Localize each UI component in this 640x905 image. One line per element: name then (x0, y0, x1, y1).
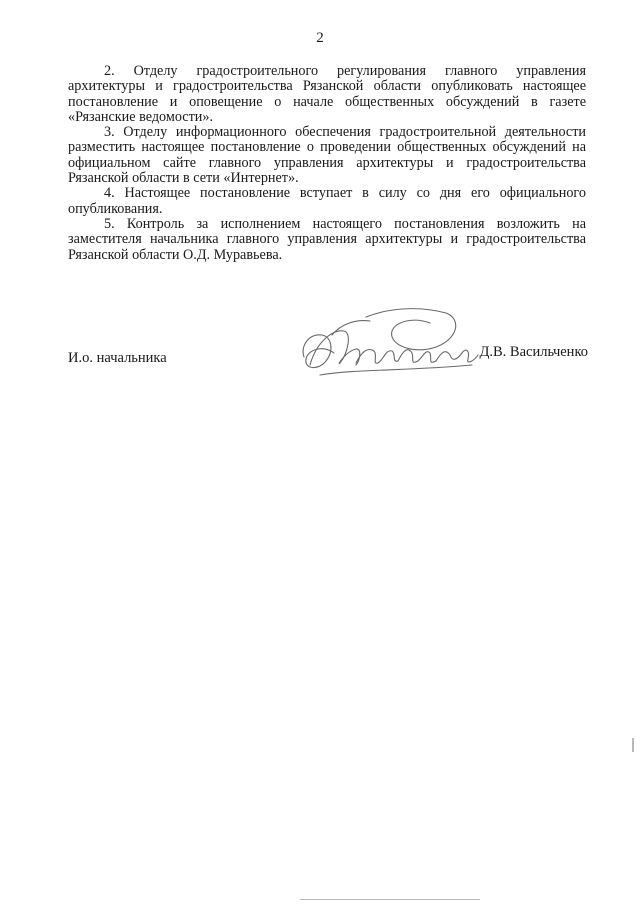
paragraph-2: 2. Отделу градостроительного регулирования главного управления архитектуры и градостроительства Рязанской области опубликовать настоящее постановление и оповещение о начале общественных обсуждений в газете «Рязанские ведомости». (68, 63, 586, 125)
signatory-title: И.о. начальника (68, 350, 167, 366)
page-number: 2 (316, 30, 324, 46)
paragraph-4: 4. Настоящее постановление вступает в силу со дня его официального опубликования. (68, 185, 586, 217)
document-body (68, 64, 586, 263)
signature-block (68, 330, 588, 400)
paragraph-5: 5. Контроль за исполнением настоящего постановления возложить на заместителя начальника главного управления архитектуры и градостроительства Рязанской области О.Д. Муравьева. (68, 215, 586, 263)
scan-artifact-bottom (300, 899, 480, 900)
scan-artifact-right (632, 738, 634, 752)
signatory-name: Д.В. Васильченко (479, 344, 588, 360)
paragraph-3: 3. Отделу информационного обеспечения градостроительной деятельности разместить настоящее постановление о проведении общественных обсуждений на официальном сайте главного управления архитектуры и градостроительства Рязанской области в сети «Интернет». (68, 124, 586, 187)
handwritten-signature (296, 295, 486, 395)
